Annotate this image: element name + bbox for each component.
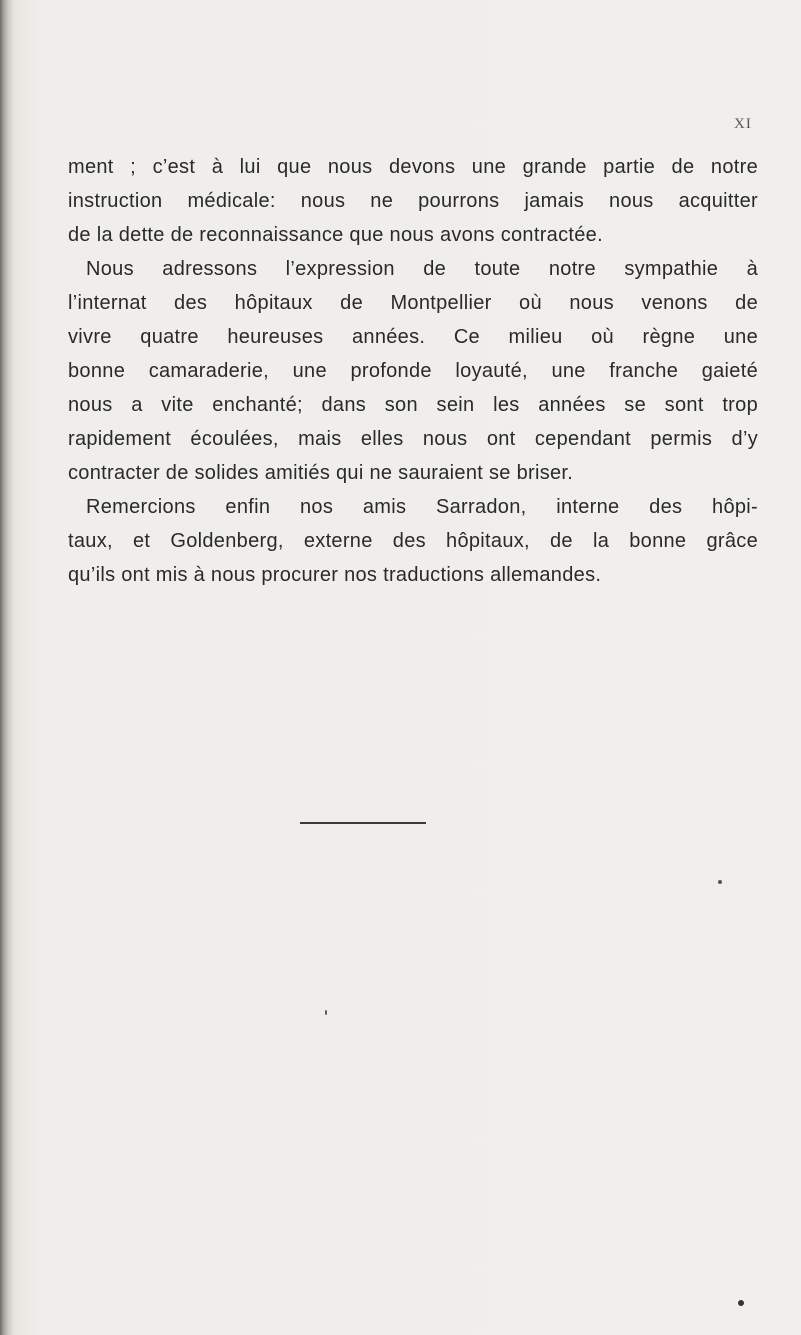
text-line: ment ; c’est à lui que nous devons une grande partie de notre — [68, 156, 758, 178]
text-line: de la dette de reconnaissance que nous avons contractée. — [68, 224, 603, 246]
text-line: contracter de solides amitiés qui ne sauraient se briser. — [68, 462, 574, 484]
closing-rule — [300, 822, 426, 824]
text-line: qu’ils ont mis à nous procurer nos traductions allemandes. — [68, 564, 602, 586]
page-number: XI — [734, 116, 752, 132]
text-line: taux, et Goldenberg, externe des hôpitaux, de la bonne grâce — [68, 530, 758, 552]
text-line: nous a vite enchanté; dans son sein les années se sont trop — [68, 394, 758, 416]
text-line: l’internat des hôpitaux de Montpellier où nous venons de — [68, 292, 758, 314]
body-text — [68, 150, 758, 592]
page-binding-edge — [0, 0, 14, 1335]
paper-speck — [718, 880, 722, 884]
text-line: instruction médicale: nous ne pourrons jamais nous acquitter — [68, 190, 758, 212]
text-line: vivre quatre heureuses années. Ce milieu où règne une — [68, 326, 758, 348]
text-line: Remercions enfin nos amis Sarradon, interne des hôpi- — [86, 496, 758, 518]
paper-speck — [738, 1300, 744, 1306]
paper-speck — [325, 1010, 327, 1015]
text-line: bonne camaraderie, une profonde loyauté, une franche gaieté — [68, 360, 758, 382]
text-line: Nous adressons l’expression de toute notre sympathie à — [86, 258, 758, 280]
text-line: rapidement écoulées, mais elles nous ont cependant permis d’y — [68, 428, 758, 450]
